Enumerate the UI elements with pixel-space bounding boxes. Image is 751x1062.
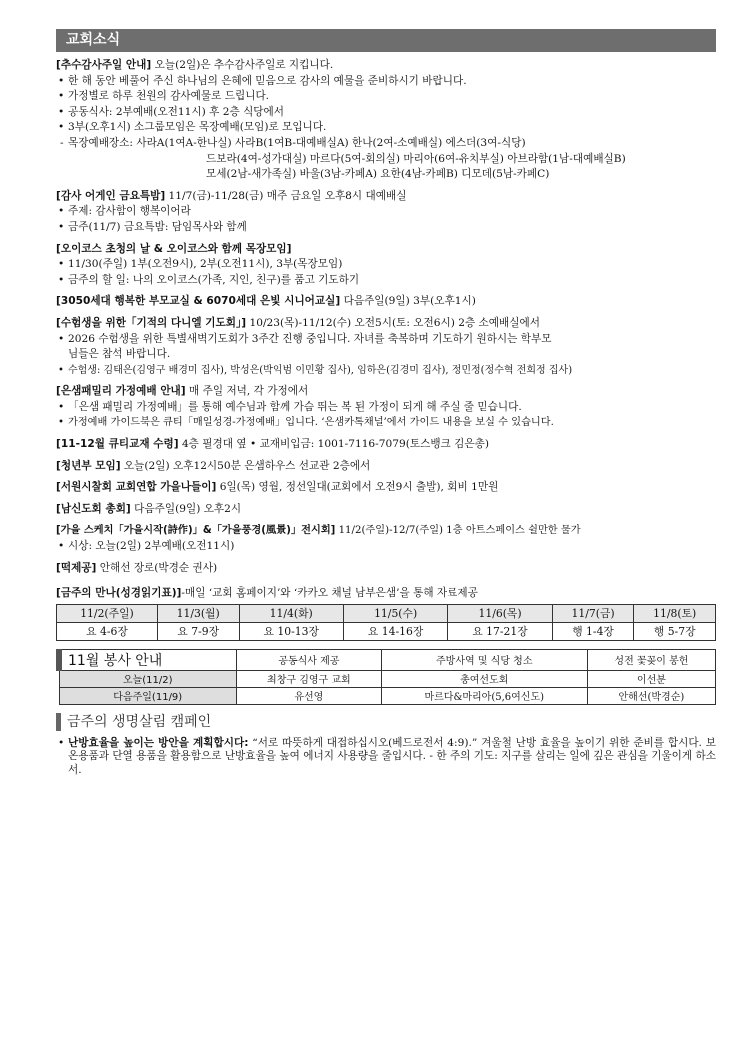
notice-text: 매 주일 저녁, 각 가정에서 xyxy=(185,385,309,398)
reading-cell: 요 10-13장 xyxy=(239,622,343,640)
notice-oikos xyxy=(56,242,716,289)
notice-title: [수험생을 위한「기적의 다니엘 기도회」] xyxy=(56,316,247,329)
reading-cell: 요 4-6장 xyxy=(57,622,158,640)
bullet: • 금주(11/7) 금요특밤: 담임목사와 함께 xyxy=(56,220,716,236)
reading-cell: 행 5-7장 xyxy=(634,622,716,640)
notice-title: [떡제공] xyxy=(56,561,97,574)
notice-title: [11-12월 큐티교재 수령] xyxy=(56,438,179,451)
bullet: • 「은샘 패밀리 가정예배」를 통해 예수님과 함께 가슴 뛰는 복 된 가정이 되게 해 주실 줄 믿습니다. xyxy=(56,400,716,416)
notice-title: [은샘패밀리 가정예배 안내] xyxy=(56,385,186,398)
meeting-places-cont: 드보라(4여-성가대실) 마르다(5여-회의실) 마리아(6여-유치부실) 아브라함(1남-대예배실B) xyxy=(206,152,626,165)
service-cell: 이선분 xyxy=(587,670,715,687)
day-cell: 11/3(월) xyxy=(157,604,239,622)
service-row xyxy=(59,670,716,687)
notice-title: [청년부 모임] xyxy=(56,459,121,472)
notice-title: [추수감사주일 안내] xyxy=(56,59,152,71)
section-header: 교회소식 xyxy=(56,29,716,52)
col-header: 공동식사 제공 xyxy=(237,649,382,670)
notice-title: [감사 어게인 금요특밤] xyxy=(56,189,166,202)
notice-youth xyxy=(56,459,716,475)
notice-text: 다음주일(9일) 3부(오후1시) xyxy=(340,295,476,308)
notice-text: 안해선 장로(박경순 권사) xyxy=(96,561,218,574)
service-cell: 최창구 김영구 교회 xyxy=(237,670,382,687)
notice-family xyxy=(56,384,716,431)
bullet: • 시상: 오늘(2일) 2부예배(오전11시) xyxy=(56,539,716,555)
reading-cell: 요 14-16장 xyxy=(343,622,447,640)
notice-qt xyxy=(56,437,716,453)
service-title: 11월 봉사 안내 xyxy=(59,649,237,670)
day-cell: 11/8(토) xyxy=(634,604,716,622)
service-table xyxy=(56,649,716,705)
service-cell: 유선영 xyxy=(237,687,382,704)
bible-text: -매일 ‘교회 홈페이지’와 ‘카카오 채널 남부은샘’을 통해 자료제공 xyxy=(181,587,478,600)
notice-text: 6일(목) 영월, 정선일대(교회에서 오전9시 출발), 회비 1만원 xyxy=(216,481,499,494)
notice-friday xyxy=(56,189,716,236)
bullet: • 11/30(주일) 1부(오전9시), 2부(오전11시), 3부(목장모임) xyxy=(56,257,716,273)
bullet: • 가정별로 하루 천원의 감사예물로 드립니다. xyxy=(56,89,716,105)
campaign-lead: 난방효율을 높이는 방안을 계획합시다: xyxy=(68,736,249,749)
bullet-cont: 님들은 참석 바랍니다. xyxy=(68,348,171,361)
notice-text: 11/2(주일)-12/7(주일) 1층 아트스페이스 쉴만한 물가 xyxy=(335,525,581,537)
bible-reading xyxy=(56,586,716,641)
notice-text: 10/23(목)-11/12(수) 오전5시(토: 오전6시) 2층 소예배실에서 xyxy=(246,316,540,329)
day-cell: 11/4(화) xyxy=(239,604,343,622)
service-cell: 안해선(박경순) xyxy=(587,687,715,704)
notice-title: [서원시찰회 교회연합 가을나들이] xyxy=(56,481,217,494)
notice-text: 11/7(금)-11/28(금) 매주 금요일 오후8시 대예배실 xyxy=(165,189,407,202)
reading-cell: 요 17-21장 xyxy=(448,622,552,640)
notice-title: [오이코스 초청의 날 & 오이코스와 함께 목장모임] xyxy=(56,242,292,255)
service-cell: 마르다&마리아(5,6여신도) xyxy=(381,687,587,704)
church-news-page xyxy=(56,29,716,777)
bible-days-row xyxy=(57,604,716,622)
meeting-places-cont: 모세(2남-새가족실) 바울(3남-카페A) 요한(4남-카페B) 디모데(5남-카페C) xyxy=(206,168,550,181)
bullet: • 공동식사: 2부예배(오전11시) 후 2층 식당에서 xyxy=(56,105,716,121)
service-row xyxy=(59,687,716,704)
notice-outing xyxy=(56,480,716,496)
campaign-title: 금주의 생명살림 캠페인 xyxy=(56,713,716,731)
notice-text: 오늘(2일) 오후12시50분 은샘하우스 선교관 2층에서 xyxy=(120,459,371,472)
notice-title: [남신도회 총회] xyxy=(56,502,131,515)
service-header-row xyxy=(59,649,716,670)
meeting-places: - 목장예배장소: 사라A(1여A-한나실) 사라B(1여B-대예배실A) 한나(2여-소예배실) 에스더(3여-식당) xyxy=(56,136,716,152)
service-cell: 총여선도회 xyxy=(381,670,587,687)
notice-text: 4층 필경대 옆 • 교재비입금: 1001-7116-7079(토스뱅크 김은총) xyxy=(178,438,489,451)
notice-thanksgiving xyxy=(56,58,716,183)
bullet: • 3부(오후1시) 소그룹모임은 목장예배(모임)로 모입니다. xyxy=(56,120,716,136)
bullet: • 가정예배 가이드북은 큐티「매일성경-가정예배」입니다. ‘은샘카톡채널’에서 가이드 내용을 보실 수 있습니다. xyxy=(56,415,716,431)
bullet: • 금주의 할 일: 나의 오이코스(가족, 지인, 친구)를 품고 기도하기 xyxy=(56,273,716,289)
row-label: 오늘(11/2) xyxy=(59,670,237,687)
campaign-body xyxy=(56,737,716,778)
bullet: • 주제: 감사함이 행복이어라 xyxy=(56,204,716,220)
bullet: • 2026 수험생을 위한 특별새벽기도회가 3주간 진행 중입니다. 자녀를 축복하며 기도하기 원하시는 학부모 xyxy=(56,332,716,348)
notice-text: 오늘(2일)은 추수감사주일로 지킵니다. xyxy=(151,59,334,71)
bullet: • 수험생: 김태은(김영구 배경미 집사), 박성은(박익범 이민황 집사), 임하은(김경미 집사), 정민정(정수혁 전희정 집사) xyxy=(56,363,716,379)
col-header: 성전 꽃꽂이 봉헌 xyxy=(587,649,715,670)
bible-table xyxy=(56,604,716,641)
reading-cell: 행 1-4장 xyxy=(552,622,634,640)
bible-title: [금주의 만나(성경읽기표)] xyxy=(56,587,182,600)
day-cell: 11/7(금) xyxy=(552,604,634,622)
notice-rice-cake xyxy=(56,561,716,577)
bible-readings-row xyxy=(57,622,716,640)
row-label: 다음주일(11/9) xyxy=(59,687,237,704)
notice-text: 다음주일(9일) 오후2시 xyxy=(130,502,242,515)
notice-exhibition xyxy=(56,523,716,554)
notice-title: [가을 스케치「가을시작(詩作)」&「가을풍경(風景)」전시회] xyxy=(56,525,336,537)
col-header: 주방사역 및 식당 청소 xyxy=(381,649,587,670)
campaign-text: “서로 따뜻하게 대접하십시오(베드로전서 4:9).” 겨울철 난방 효율을 높이기 위한 준비를 합시다. 보온용품과 단열 용품을 활용함으로 난방효율을 높여 에너지 사용량을 줄입시다. - 한 주의 기도: 지구를 살리는 일에 깊은 관심을 기울이게 하소서. xyxy=(68,736,716,776)
day-cell: 11/6(목) xyxy=(448,604,552,622)
day-cell: 11/5(수) xyxy=(343,604,447,622)
notice-daniel xyxy=(56,316,716,378)
bullet: • 한 해 동안 베풀어 주신 하나님의 은혜에 믿음으로 감사의 예물을 준비하시기 바랍니다. xyxy=(56,74,716,90)
day-cell: 11/2(주일) xyxy=(57,604,158,622)
notice-title: [3050세대 행복한 부모교실 & 6070세대 은빛 시니어교실] xyxy=(56,295,341,308)
notice-parents xyxy=(56,294,716,310)
notice-men xyxy=(56,502,716,518)
reading-cell: 요 7-9장 xyxy=(157,622,239,640)
